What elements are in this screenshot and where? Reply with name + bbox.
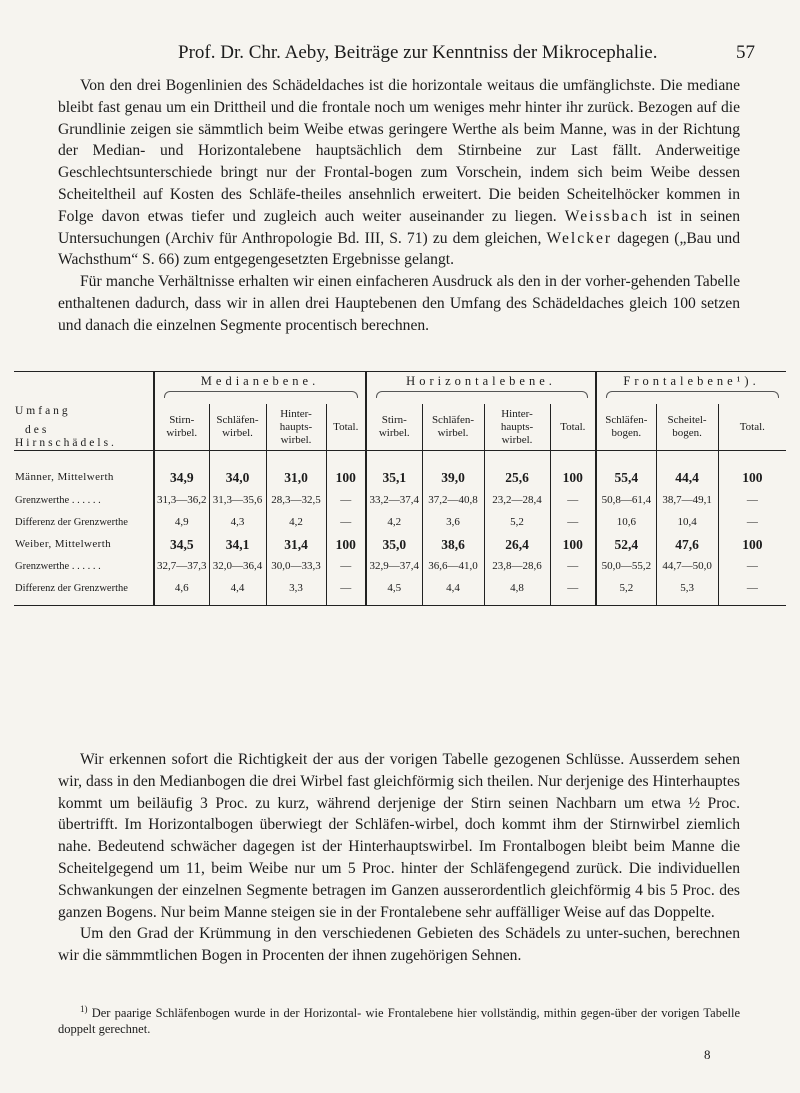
table-row bbox=[14, 451, 786, 490]
column-header-line: bogen. bbox=[611, 427, 642, 439]
table-cell: — bbox=[718, 555, 786, 577]
column-header-line: bogen. bbox=[672, 427, 702, 439]
author-weissbach: Weissbach bbox=[564, 207, 650, 225]
running-header bbox=[0, 42, 800, 66]
table-cell: 31,0 bbox=[266, 451, 326, 490]
column-header bbox=[154, 404, 209, 451]
table-cell: — bbox=[718, 511, 786, 533]
table-cell: 100 bbox=[326, 451, 366, 490]
row-label: Grenzwerthe . . . . . . bbox=[15, 560, 101, 572]
table-row bbox=[14, 555, 786, 577]
table-cell: 100 bbox=[326, 533, 366, 555]
table-cell: 38,6 bbox=[422, 533, 484, 555]
table-cell: — bbox=[326, 577, 366, 606]
table-cell: 3,3 bbox=[266, 577, 326, 606]
table-cell: 35,0 bbox=[366, 533, 422, 555]
page-number: 57 bbox=[736, 42, 755, 63]
table-cell: 52,4 bbox=[596, 533, 656, 555]
column-header bbox=[209, 404, 266, 451]
table-cell: — bbox=[550, 511, 596, 533]
column-header-line: Hinter- bbox=[280, 407, 312, 420]
table-cell: 34,0 bbox=[209, 451, 266, 490]
column-header-line: wirbel. bbox=[166, 427, 198, 439]
table-cell: — bbox=[326, 511, 366, 533]
table-cell: — bbox=[718, 577, 786, 606]
table-cell: 32,7—37,3 bbox=[154, 555, 209, 577]
column-header bbox=[326, 404, 366, 451]
table-cell: — bbox=[718, 489, 786, 511]
column-header bbox=[422, 404, 484, 451]
table-cell: 55,4 bbox=[596, 451, 656, 490]
table-cell: 4,4 bbox=[209, 577, 266, 606]
table-cell: 39,0 bbox=[422, 451, 484, 490]
group-brace bbox=[606, 391, 779, 398]
rowlabel-header bbox=[14, 372, 154, 451]
table-cell: 50,8—61,4 bbox=[596, 489, 656, 511]
table-cell: 4,5 bbox=[366, 577, 422, 606]
table-cell: 10,6 bbox=[596, 511, 656, 533]
table-cell: 26,4 bbox=[484, 533, 550, 555]
row-label: Differenz der Grenzwerthe bbox=[15, 516, 128, 528]
table-cell: 23,8—28,6 bbox=[484, 555, 550, 577]
table-cell: 4,8 bbox=[484, 577, 550, 606]
table-cell: 100 bbox=[550, 533, 596, 555]
table-cell: — bbox=[550, 555, 596, 577]
table-cell: 23,2—28,4 bbox=[484, 489, 550, 511]
table-cell: 100 bbox=[718, 451, 786, 490]
intro-paragraph-1: Von den drei Bogenlinien des Schädeldaches ist die horizontale weitaus die umfänglichste. Die mediane bleibt fast genau um ein Drittheil und die frontale noch um weniges mehr hinter ihr zurück. Bezogen auf die Grundlinie zeigen sie sämmtlich beim Weibe etwas geringere Werthe als beim Manne, was in der Richtung der Median- und Horizontalebene hauptsächlich dem Stirnbeine zur Last fällt. Anderweitige Geschlechtsunterschiede bringt nur der Frontal-bogen zum Vorschein, indem sich beim Weibe dessen Scheiteltheil auf Kosten des Schläfe-theiles ansehnlich erweitert. Die beiden Scheitelhöcker kommen in Folge davon etwas tiefer und zugleich auch weiter auseinander zu liegen. Weissbach ist in seinen Untersuchungen (Archiv für Anthropologie Bd. III, S. 71) zu dem gleichen, Welcker dagegen („Bau und Wachsthum“ S. 66) zum entgegengesetzten Ergebnisse gelangt. bbox=[58, 77, 741, 269]
table-cell: 4,6 bbox=[154, 577, 209, 606]
table-cell: 31,3—36,2 bbox=[154, 489, 209, 511]
row-label: Männer, Mittelwerth bbox=[15, 470, 114, 483]
table-cell: 100 bbox=[718, 533, 786, 555]
column-header-line: Total. bbox=[333, 420, 359, 433]
table-cell: 32,9—37,4 bbox=[366, 555, 422, 577]
table-cell: 4,3 bbox=[209, 511, 266, 533]
column-header-line: haupts- bbox=[500, 420, 534, 433]
table-cell: 34,1 bbox=[209, 533, 266, 555]
column-header-line: wirbel. bbox=[280, 433, 312, 446]
row-label: Grenzwerthe . . . . . . bbox=[15, 494, 101, 506]
signature-mark: 8 bbox=[704, 1047, 711, 1062]
table-cell: 5,3 bbox=[656, 577, 718, 606]
table-cell: — bbox=[326, 489, 366, 511]
table-cell: 32,0—36,4 bbox=[209, 555, 266, 577]
column-header bbox=[718, 404, 786, 451]
table-cell: 5,2 bbox=[484, 511, 550, 533]
running-title: Prof. Dr. Chr. Aeby, Beiträge zur Kenntniss der Mikrocephalie. bbox=[178, 42, 658, 63]
group-header-0 bbox=[154, 372, 366, 405]
column-header-line: wirbel. bbox=[378, 427, 410, 439]
table-cell: 3,6 bbox=[422, 511, 484, 533]
group-title: Horizontalebene. bbox=[406, 374, 556, 388]
column-header-line: Scheitel- bbox=[667, 414, 707, 426]
column-header-line: haupts- bbox=[279, 420, 313, 433]
header-row-groups bbox=[14, 372, 786, 405]
footnote-text: Der paarige Schläfenbogen wurde in der Horizontal- wie Frontalebene hier vollständig, mithin gegen-über der vorigen Tabelle doppelt gerechnet. bbox=[58, 1006, 740, 1037]
column-header bbox=[656, 404, 718, 451]
outro-text bbox=[58, 749, 740, 967]
table-cell: 28,3—32,5 bbox=[266, 489, 326, 511]
group-title: Medianebene. bbox=[200, 374, 320, 388]
table-cell: 36,6—41,0 bbox=[422, 555, 484, 577]
table-cell: 5,2 bbox=[596, 577, 656, 606]
group-brace bbox=[164, 391, 358, 398]
group-title: Frontalebene¹). bbox=[623, 374, 760, 388]
table-cell: 4,2 bbox=[366, 511, 422, 533]
group-header-1 bbox=[366, 372, 596, 405]
table-cell: 37,2—40,8 bbox=[422, 489, 484, 511]
table-cell: 38,7—49,1 bbox=[656, 489, 718, 511]
table-cell: 44,7—50,0 bbox=[656, 555, 718, 577]
row-label: Weiber, Mittelwerth bbox=[15, 537, 112, 550]
table-cell: 31,3—35,6 bbox=[209, 489, 266, 511]
table-row bbox=[14, 577, 786, 606]
column-header bbox=[550, 404, 596, 451]
column-header-line: wirbel. bbox=[437, 427, 469, 439]
table-cell: 35,1 bbox=[366, 451, 422, 490]
column-header-line: Schläfen- bbox=[216, 414, 259, 426]
column-header-line: Total. bbox=[560, 420, 586, 433]
column-header-line: wirbel. bbox=[222, 427, 253, 439]
table-cell: — bbox=[326, 555, 366, 577]
author-welcker: Welcker bbox=[546, 229, 613, 247]
column-header-line: Schläfen- bbox=[431, 414, 475, 426]
column-header bbox=[596, 404, 656, 451]
table-cell: 50,0—55,2 bbox=[596, 555, 656, 577]
rowlabel-header-line: des bbox=[25, 424, 50, 436]
footnote-marker: 1) bbox=[80, 1004, 88, 1014]
column-header bbox=[266, 404, 326, 451]
rowlabel-header-line: Umfang bbox=[15, 405, 71, 417]
column-header-line: Hinter- bbox=[501, 407, 533, 420]
table-cell: 100 bbox=[550, 451, 596, 490]
table-row bbox=[14, 511, 786, 533]
table-row bbox=[14, 489, 786, 511]
group-header-2 bbox=[596, 372, 786, 405]
table-cell: 47,6 bbox=[656, 533, 718, 555]
column-header bbox=[366, 404, 422, 451]
row-label: Differenz der Grenzwerthe bbox=[14, 577, 154, 606]
table-cell: 34,9 bbox=[154, 451, 209, 490]
column-header-line: wirbel. bbox=[501, 433, 533, 446]
rowlabel-header-line: Hirnschädels. bbox=[15, 437, 117, 449]
table-cell: — bbox=[550, 489, 596, 511]
segment-percent-table bbox=[14, 371, 786, 606]
table-cell: 4,2 bbox=[266, 511, 326, 533]
table-cell: 25,6 bbox=[484, 451, 550, 490]
table-cell: 31,4 bbox=[266, 533, 326, 555]
table-cell: — bbox=[550, 577, 596, 606]
table-cell: 30,0—33,3 bbox=[266, 555, 326, 577]
table-cell: 33,2—37,4 bbox=[366, 489, 422, 511]
column-header-line: Schläfen- bbox=[605, 414, 648, 426]
table-cell: 10,4 bbox=[656, 511, 718, 533]
footnote bbox=[58, 1001, 740, 1037]
outro-paragraph-2: Um den Grad der Krümmung in den verschiedenen Gebieten des Schädels zu unter-suchen, berechnen wir die sämmmtlichen Bogen in Procenten der ihnen zugehörigen Sehnen. bbox=[58, 925, 740, 965]
column-header bbox=[484, 404, 550, 451]
intro-text bbox=[58, 75, 740, 337]
column-header-line: Total. bbox=[739, 420, 765, 433]
outro-paragraph-1: Wir erkennen sofort die Richtigkeit der aus der vorigen Tabelle gezogenen Schlüsse. Ausserdem sehen wir, dass in den Medianbogen die drei Wirbel fast gleichförmig sich theilen. Nur derjenige des Hinterhauptes kommt um beiläufig 3 Proc. zu kurz, während derjenige der Stirn seinen Nachbarn um etwa ½ Proc. übertrifft. Im Horizontalbogen überwiegt der Schläfen-wirbel, doch kommt ihm der Stirnwirbel ziemlich nahe. Bedeutend schwächer dagegen ist der Hinterhauptswirbel. Im Frontalbogen bleibt beim Manne die Scheitelgegend um 11, beim Weibe nur um 5 Proc. hinter der Schläfengegend zurück. Die individuellen Schwankungen der einzelnen Segmente betragen im Ganzen ausserordentlich gleichförmig 4 bis 5 Proc. des ganzen Bogens. Nur beim Manne steigen sie in der Frontalebene sehr auffälliger Weise auf das Doppelte. bbox=[58, 751, 740, 921]
column-header-line: Stirn- bbox=[381, 414, 407, 426]
table-cell: 44,4 bbox=[656, 451, 718, 490]
table-cell: 4,4 bbox=[422, 577, 484, 606]
table-row bbox=[14, 533, 786, 555]
intro-paragraph-2: Für manche Verhältnisse erhalten wir einen einfacheren Ausdruck als den in der vorher-gehenden Tabelle enthaltenen dadurch, dass wir in allen drei Hauptebenen den Umfang des Schädeldaches gleich 100 setzen und danach die einzelnen Segmente procentisch berechnen. bbox=[58, 273, 740, 334]
column-header-line: Stirn- bbox=[169, 414, 195, 426]
table-cell: 34,5 bbox=[154, 533, 209, 555]
group-brace bbox=[376, 391, 588, 398]
table-cell: 4,9 bbox=[154, 511, 209, 533]
